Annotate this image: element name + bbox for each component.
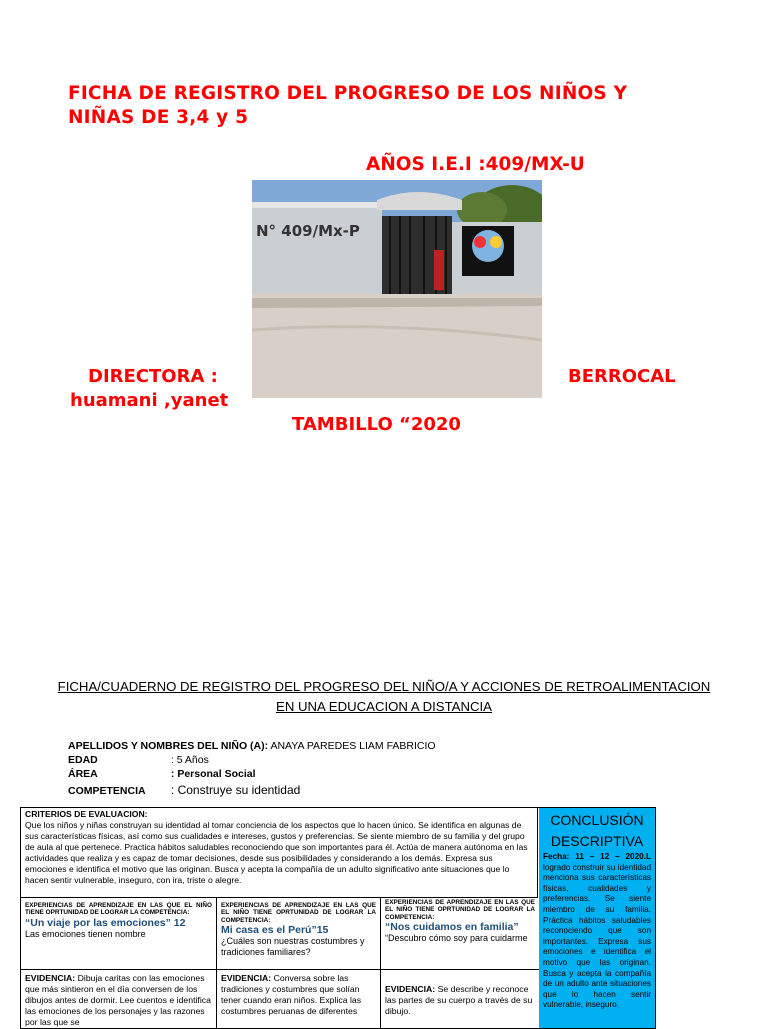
evidence-label: EVIDENCIA:	[25, 973, 76, 983]
ficha-heading-line2: EN UNA EDUCACION A DISTANCIA	[276, 699, 492, 714]
edad-value: : 5 Años	[170, 754, 209, 766]
cover-title-line3: AÑOS I.E.I :409/MX-U	[366, 154, 585, 175]
directora-label: DIRECTORA :	[88, 366, 218, 387]
experience-desc: ¿Cuáles son nuestras costumbres y tradiciones familiares?	[221, 936, 365, 958]
school-photo	[252, 180, 542, 398]
conclusion-body	[543, 852, 651, 1011]
edad-row	[68, 754, 209, 766]
student-name-value: ANAYA PAREDES LIAM FABRICIO	[270, 740, 436, 752]
experience-header: EXPERIENCIAS DE APRENDIZAJE EN LAS QUE EL NIÑO TIENE OPRTUNIDAD DE LOGRAR LA COMPETENCIA:	[221, 902, 376, 924]
evidence-text: Dibuja caritas con las emociones que más sintieron en el día conversen de los dibujos antes de dormir. Lee cuentos e identifica las emociones de los personajes y las razones por las que se	[25, 973, 211, 1027]
evidence-text: Conversa sobre las tradiciones y costumbres que solían tener cuando eran niños. Explica las costumbres peruanas de diferentes	[221, 973, 362, 1016]
evidence-cell	[381, 970, 539, 1028]
student-name-label: APELLIDOS Y NOMBRES DEL NIÑO (A):	[68, 740, 269, 752]
area-row	[68, 768, 256, 780]
cover-title-line2: NIÑAS DE 3,4 y 5	[68, 107, 249, 128]
evidence-text: Se describe y reconoce las partes de su cuerpo a través de su dibujo.	[385, 984, 533, 1016]
criterios-text: Que los niños y niñas construyan su identidad al tomar conciencia de los aspectos que lo hacen único. Se identifica en algunas de sus características físicas, así como sus cualidades e intereses, gustos y preferencias. Se siente miembro de su familia y del grupo de aula al que pertenece. Practica hábitos saludables reconociendo que son importantes para él. Actúa de manera autónoma en las actividades que realiza y es capaz de tomar decisiones, desde sus posibilidades y considerando a los demás. Expresa sus emociones e identifica el motivo que las originan. Busca y acepta la compañía de un adulto significativo ante situaciones que lo hacen sentir vulnerable, inseguro, con ira, triste o alegre.	[25, 820, 528, 885]
criterios-cell	[21, 808, 538, 898]
experience-header: EXPERIENCIAS DE APRENDIZAJE EN LAS QUE EL NIÑO TIENE OPRTUNIDAD DE LOGRAR LA COMPETENCIA:	[385, 899, 535, 921]
conclusion-date: Fecha: 11 – 12 – 2020.L	[543, 852, 651, 861]
competencia-value: : Construye su identidad	[170, 783, 301, 797]
experience-cell	[21, 898, 216, 970]
experience-desc: “Descubro cómo soy para cuidarme	[385, 933, 528, 944]
cover-title-line1: FICHA DE REGISTRO DEL PROGRESO DE LOS NIÑOS Y	[68, 83, 628, 104]
experience-title: “Un viaje por las emociones” 12	[25, 916, 186, 929]
ficha-heading-line1: FICHA/CUADERNO DE REGISTRO DEL PROGRESO DEL NIÑO/A Y ACCIONES DE RETROALIMENTACION	[57, 679, 711, 694]
place-year: TAMBILLO “2020	[292, 414, 461, 435]
evidence-label: EVIDENCIA:	[221, 973, 272, 983]
edad-label: EDAD	[68, 754, 98, 766]
experience-cell	[381, 898, 539, 970]
experience-title: “Nos cuidamos en familia”	[385, 921, 519, 934]
evidence-cell	[217, 970, 380, 1028]
directora-surname: BERROCAL	[568, 366, 676, 387]
criterios-title: CRITERIOS DE EVALUACION:	[25, 809, 148, 819]
experience-column-3	[381, 898, 539, 1028]
ficha-heading	[0, 677, 768, 717]
experience-column-1	[21, 898, 217, 1028]
photo-sign-text: N° 409/Mx-P	[256, 222, 360, 240]
competencia-row	[68, 783, 300, 797]
experience-cell	[217, 898, 380, 970]
evidence-cell	[21, 970, 216, 1028]
directora-name: huamani ,yanet	[70, 390, 229, 411]
area-label: ÁREA	[68, 768, 98, 780]
competencia-label: COMPETENCIA	[68, 785, 146, 797]
cover-title	[68, 82, 668, 130]
conclusion-cell	[539, 808, 655, 1028]
experience-column-2	[217, 898, 381, 1028]
school-photo-svg	[252, 180, 542, 398]
experience-title: Mi casa es el Perú”15	[221, 924, 329, 937]
student-name-row	[68, 740, 436, 752]
experience-header: EXPERIENCIAS DE APRENDIZAJE EN LAS QUE EL NIÑO TIENE OPRTUNIDAD DE LOGRAR LA COMPETENCIA:	[25, 902, 212, 917]
area-value: : Personal Social	[170, 768, 256, 780]
evidence-label: EVIDENCIA:	[385, 984, 436, 994]
evaluation-table	[20, 807, 656, 1029]
experience-desc: Las emociones tienen nombre	[25, 928, 146, 939]
conclusion-text: logrado construir su identidad menciona sus características físicas, cualidades y preferencias. Se siente miembro de su familia. Práctica hábitos saludables reconociendo que son importantes. Expresa sus emociones e identifica el motivo que las originan. Busca y acepta la compañía de un adulto ante situaciones que lo hacen sentir vulnerable, inseguro.	[543, 862, 651, 1010]
conclusion-title: CONCLUSIÓN DESCRIPTIVA	[550, 812, 644, 849]
